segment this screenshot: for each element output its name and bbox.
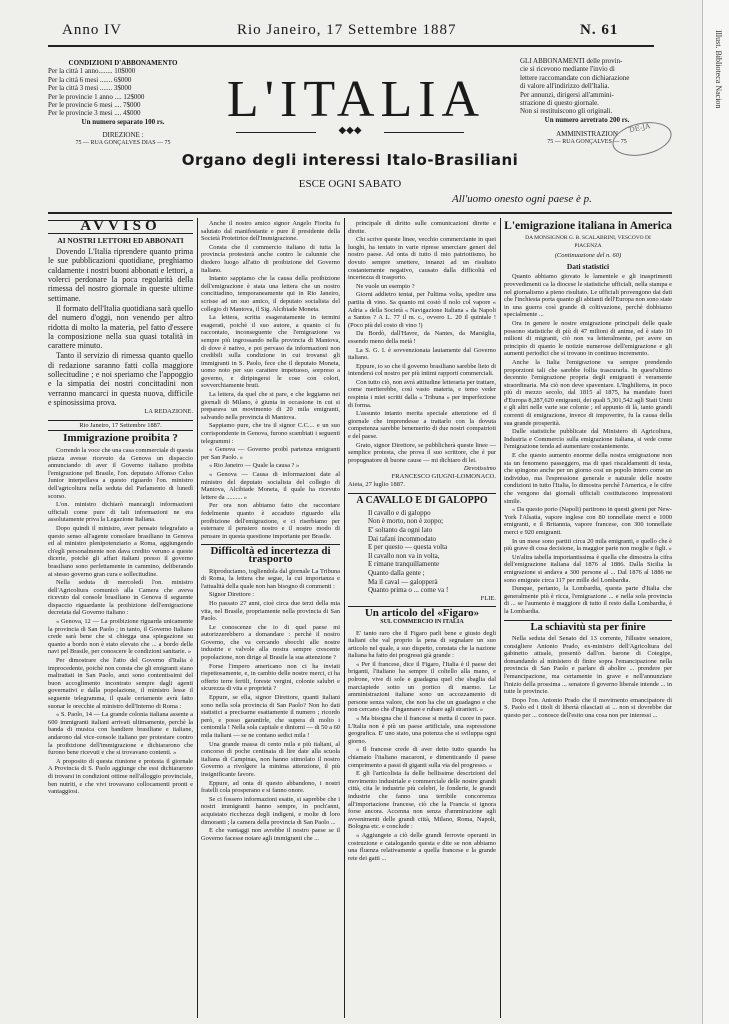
library-margin-strip [702,0,729,1024]
devotissimo: Devotissimo [463,465,496,473]
paragraph: Il formato dell'Italia quotidiana sarà quello del numero d'oggi, non venendo per altro ridotta di molto la materia, pel fatto d'essere la composizione nella sua quasi totalità in carattere minuto. [48,303,193,351]
poem-line: E' soltanto da ogni lato [368,525,433,534]
paragraph: Tanto il servizio di rimessa quanto quello di redazione saranno fatti colla maggiore sollecitudine ; e noi speriamo che l'appoggio e la simpatia dei nostri concittadini non verranno mancarci in questa nuova, difficile e spinosissima prova. [48,351,193,407]
right-info-line: Per annunzi, dirigersi all'ammini- [520,90,614,99]
paragraph: principale di diritto sulle comunicazioni dirette e dirette. [348,220,496,235]
paragraph: E gli l'articolista fa delle bellissime descrizioni del movimento industriale e commerciale delle nostre grandi città, cita le industrie più celebri, le fonderie, le grandi industrie che fanno una terribile concorrenza all'importazione francese, ciò che la Francia si ignora forse ancora. Accenna non senza d'ammirazione agli avvenimenti delle grandi città, Milano, Roma, Napoli, Bologna etc. e conclude : [348,770,496,831]
paragraph: Eppure, ad onta di questo abbandono, i nostri fratelli cola prosperano e si fanno onore. [201,779,340,795]
paragraph: Ne vuole un esempio ? [356,282,415,290]
column-3 [348,220,496,1018]
poem-line: Il cavallo non va in volta, [368,551,440,560]
paragraph: « S. Paolo, 14 — La grande colonia italiana assente a 600 immigranti italiani arrivati ultimamente, perchè la banda di musica con bandiere brasiliane e italiane, andarono dal vice-console italiano per protestare contro la proibizione dell'immigrazione e dichiararono che furono bene ricevuti e che si trovavano contenti. » [48,711,193,757]
poem-line: Dai tafani incommodato [368,534,437,543]
paragraph: « Ma bisogna che il francese si metta il cuore in pace. L'Italia non è più un paese artificiale, una espressione geografica. E' uno stato, una potenza che si sviluppa ogni giorno. [348,715,496,745]
col3-body [348,220,496,464]
poem-line: Quanto prima o ... come va ! [368,586,449,595]
column-rule-1 [197,218,198,1018]
paragraph: Le conoscenze che io di quel paese mi autorizzerebbero a domandare : perchè il nostro Governo, che va cercando sbocchi alle nostre industrie e valvole alla nostra sempre crescente popolazione, non dirige al Brasile la sua attenzione ? [201,623,340,662]
paragraph: Correndo la voce che una casa commerciale di questa piazza avesse ricevuto da Genova un dispaccio annunciando di aver il Governo italiano proibita l'emigrazione pel Brasile, l'on. deputato Affonso Celso Junior interpellava a questo riguardo l'on. ministro dell'agricoltura nella seduta del Parlamento di lunedì scorso. [48,447,193,500]
masthead-subtitle: Organo degli interessi Italo-Brasiliani [181,151,519,169]
poem-line: Non è morto, non è zoppo; [368,517,444,526]
paragraph: Dopo l'on. Antonio Prado che il movimento emancipatore di S. Paolo ed i titoli di libertà rilasciati ai ... non si dovrebbe dar questo per ... conosce dell'esito una cosa non per interessi ... [504,696,672,720]
emigrazione-body [504,273,672,615]
right-info-line: lettere raccomandate con dichiarazione [520,73,630,82]
column-rule-3 [500,218,501,1018]
title-ornament-right [384,132,464,133]
right-info-line: GLI ABBONAMENTI delle provin- [520,57,623,65]
right-info-line: cie si ricevono mediante l'invio di [520,65,615,74]
paragraph: Se ci fossero informazioni esatte, si saprebbe che i nostri immigranti hanno sempre, in poch'anni, acquistato ricchezza degli indigeni, e molte di loro dimoranti ; la camera della provincia di San Paolo ... [201,795,340,826]
poem-line: E rimane tranquillamente [368,560,440,569]
paragraph: In un mese sono partiti circa 20 mila emigranti, e quello che è più grave di cosa decisione, la maggior parte non moglie e figli. » [504,537,672,553]
dati-statistici-heading: Dati statistici [566,261,610,271]
masthead-bottom-rule [48,212,672,214]
masthead-title: L'ITALIA [226,71,486,128]
galoppo-title: A CAVALLO E DI GALOPPO [348,493,496,505]
difficolta-body [201,568,340,843]
paragraph: E' tanto raro che il Figaro parli bene e giusto degli italiani che val proprio la pena di segnalare un suo articolo nel quale, a suo dispetto, constata che la nazione italiana ha fatto dei progressi già grande : [348,629,496,660]
subscription-title: CONDIZIONI D'ABBONAMENTO [68,59,178,67]
separate-price: Un numero separato 100 rs. [81,117,165,126]
issue-year: Anno IV [62,22,122,38]
column-1 [48,220,193,1018]
paragraph: E che vantaggi non avrebbe il nostro paese se il Governo facesse notare agli immigranti che ... [201,827,340,842]
paragraph: A proposito di questa riunione e protesta il giornale A Provincia di S. Paolo aggiunge che essi dichiararono di trovarsi in condizioni ottime nell'alloggio provinciale, ben nutriti, e che vivi trovavano collocamenti pronti e vantaggiosi. [48,757,193,796]
poem-line: Il cavallo e di galoppo [368,508,431,517]
paragraph: Grato, signor Direttore, se pubblicherà queste linee — semplice protesta, che prova il suo scrittore, che è pur propugnatore di buone cause — mi dichiaro di lei. [348,441,496,464]
figaro-body [348,630,496,863]
paragraph: Riproduciamo, togliendola dal giornale La Tribuna di Roma, la lettera che segue, la cui importanza e l'attualità della quale non han bisogno di commenti : [201,567,340,590]
poem-line: Quanto dalla gente ; [368,568,425,577]
subscription-box [48,59,198,147]
poem-line: E per questo — questa volta [368,543,448,552]
avviso-title: AVVISO [48,220,193,234]
paragraph: Eppure, io so che il governo brasiliano sarebbe lieto di intendersi col nostro per più intimi rapporti commerciali. [348,362,496,378]
paragraph: Intanto sappiamo che la causa della proibizione dell'emigrazione è stata una lettera che un nostro concittadino, temporaneamente qui in Rio Janeiro, scrisse ad un suo amico, il deputato socialista del collegio di Mantova, il Sig. Alcibiade Moneta. [201,275,340,313]
difficolta-title: Difficoltà ed incertezza di trasporto [201,544,340,563]
column-4 [504,220,672,1018]
letter-signature: FRANCESCO GIUGNI-LOMONACO. [391,473,496,480]
subscription-row: Per le provincie 1 anno .... 12$000 [48,92,145,101]
paragraph: La lettera, da quel che si pare, e che leggiamo nei giornali di Milano, è giunta in occasione in cui si preparava un movimento di 20 mila emigranti, salvando nella provincia di Mantova. [201,391,340,421]
schiavitu-title: La schiavitù sta per finire [504,620,672,632]
paragraph: Ho passato 27 anni, cioè circa due terzi della mia vita, nel Brasile, propriamente nella provincia di San Paolo. [201,599,340,623]
frequency-line: ESCE OGNI SABATO [298,178,402,190]
paragraph: Chi scrive queste linee, vecchio commerciante in quei luoghi, ha tentato in varie riprese smerciare generi del nostro paese. Ad onta di tutto il mio patriottismo, ho dovuto sempre smettere, innanzi ad un risultato costantemente negativo, causato dalla difficoltà ed incertezza di trasporto. [348,236,496,282]
paragraph: Dunque, pertanto, la Lombardia, questa parte d'Italia che generalmente più è ricca, l'emigrazione ... e nella sola provincia di ... se l'aumento è maggiore di tutto il resto dalla Lombardia, è la Lombardia. [504,585,672,615]
poem-sign: FLIE. [480,594,496,602]
paragraph: L'assunto intanto merita speciale attenzione ed il giornale che imprendesse a trattarlo con la dovuta competenza sarebbe benemerito di due nostri compatrioti e del paese. [348,410,496,441]
schiavitu-body [504,635,672,720]
avviso-body [48,247,193,407]
subscription-row: Per la città 3 mesi ....... 3$000 [48,84,132,93]
paragraph: Da Bordò, dall'Havre, da Nantes, da Marsiglia, essendo meno della metà ! [348,330,496,345]
emigrazione-author: DA MONSIGNOR G. B. SCALABRINI, VESCOVO DI PIACENZA [525,235,651,249]
paragraph: Una grande massa di cento mila e più italiani, al concorso di poche centinaia di lire date alla scuola italiana di Campinas, non hanno stimolato il nostro Governo a rivolgere la minima attenzione, il più insignificante favore. [201,740,340,778]
paragraph: Per dimostrare che l'atto del Governo d'Italia è improcedente, poichè non consta che gli emigranti siano maltrattati in San Paolo, anzi sono contentissimi del buon accoglimento incontrato sempre dagli agenti governativi e dalla popolazione, il ministro lesse il seguente telegramma, il quale certamente avrà fatto suonar le orecchie al ministro dell'Interno di Roma : [48,657,193,710]
paragraph: « Il francese crede di aver detto tutto quando ha chiamato l'italiano macaroni, e dimenticando il paese comprimento a passi di giganti sulla via del progresso. » [348,746,496,769]
paragraph: Eppure, se ella, signor Direttore, quanti italiani sono nella sola provincia di San Paolo? Non ho dati statistici a precisarne esattamente il numero ; ricordo però, e posso garantirle, che supera di molto i centomila ! Nella sola capitale e dintorni — di 50 a 60 mila italiani — se ne contano sedici mila ! [201,694,340,739]
col1-dateline: Rio Janeiro, 17 Settembre 1887. [48,420,193,432]
paragraph: Nella seduta di mercoledì l'on. ministro dell'Agricoltura comunicò alla Camera che aveva ricevuto dal console brasiliano in Genova il seguente dispaccio riguardante la proibizione dell'emigrazione decretata dal Governo italiano : [48,579,193,617]
redazione-sign: LA REDAZIONE. [144,408,193,416]
masthead-motto: All'uomo onesto ogni paese è p. [452,193,592,205]
paragraph: « Genova — Governo proibì partenza emigranti per San Paolo. » [201,446,340,461]
figaro-title: Un articolo del «Figaro» [348,606,496,618]
right-info-lines [520,57,654,116]
title-ornament-left [236,132,316,133]
paragraph: Ora in genere le nostre emigrazione principali delle quale possono statistiche di più di 47 milioni di anime, ed è stato 10 milioni di migranti, ciò non va letteralmente, per avere un principio di quanto le notizie numerose dell'emigrazione e gli aumenti periodici che si trovano in continuo incremento. [504,319,672,358]
paragraph: Dopo quindi il ministro, aver pensato telegrafato a questo senso all'agente consolare brasiliano in Genova ed al ministro plenipotenziario a Roma, aggiungendo ch'egli personalmente non dava credito veruno a queste dicerie, poichè gli affari italiani presso il governo brasiliano sono perfettamente in cammino, deliberando ai stesso governo gran cura e sollecitudine. [48,524,193,578]
paragraph: « Per il francese, dice il Figaro, l'Italia è il paese dei briganti, l'italiano ha sempre il coltello alla mano, e polrone, vive di sole e guadagna quel che sbaglia dal marciapiede sotto un portico di marmo. Le amministrazioni italiane sono un accozzamento di persone senza valore, che non ha che un guadagno e che non cercano che d'ingannare e rubare agli stranieri. » [348,660,496,714]
paragraph: Forse l'impero americano non ci ha inviati rispettosamente, e, in cambio delle nostre merci, ci ha offerto terre fertili, foreste vergini, colonie salubri e sicurezza di vita e proprietà ? [201,662,340,693]
paragraph: La S. G. I. è sovvenzionata lautamente dal Governo italiano. [348,346,496,362]
subscription-row: Per le provincie 6 mesi .... 7$000 [48,101,141,110]
column-2 [201,220,340,1018]
paragraph: Anche la Italia l'emigrazione va sempre prendendo proporzioni tali che sarebbe follia trascurarla. In quest'ultimo decennio l'emigrazione propria degli emigranti è veramente straordinaria. Ma ciò non deve spaventare. L'Inghilterra, in poco più di mezzo secolo, dal 1815 al 1875, ha mandato fuori d'Europa 8,287,620 emigranti, dei quali 5,301,542 agli Stati Uniti e gli altri nelle varie sue colonie ; ed appunto di là, tanto grandi correnti di emigrazione, invece di impoverire, fu la causa della sua grande prosperità. [504,358,672,427]
direction-label: DIREZIONE : [102,131,144,140]
figaro-subtitle: SUL COMMERCIO IN ITALIA [380,618,464,625]
paragraph: « Genova — Causa di informazioni date al ministro del deputato socialista del collegio di Mantova, Alcibiade Moneta, il quale ha ricevuto lettere da .......... » [201,471,340,501]
issue-number: N. 61 [580,22,619,38]
subscription-row: Per la città 1 anno........ 10$000 [48,67,136,76]
paragraph: Consta che il commercio italiano di tutta la provincia protesterà anche contro le calunnie che diedero luogo all'atto di proibizione del Governo italiano. [201,243,340,274]
column-rule-2 [344,218,345,1018]
paragraph: Anche il nostro amico signor Angelo Fiorita fu salutato dal manifestante e pure il presidente della Società Protettrice dell'Immigrazione. [201,220,340,243]
direction-address: 75 — RUA GONÇALVES DIAS — 75 [75,139,171,146]
arretrato-price: Un numero arretrato 200 rs. [544,115,630,124]
poem-line: Ma il caval — galopperà [368,577,438,586]
avviso-subtitle: AI NOSTRI LETTORI ED ABBONATI [57,235,184,245]
library-stamp: DE-JA [609,117,674,161]
paragraph: E che questo aumento enorme della nostra emigrazione non sia un fenomeno passeggero, ma di quei riscaldamenti di testa, che spingono anche per un giorno cosi un popolo intero come un individuo, ma l'espressione generale e naturale delle nostre condizioni in tutto l'Italia, lo dimostra perchè l'America, e le cifre che vengono dai giornali ufficiali costituiscono impressioni simile. [504,452,672,505]
paragraph: Dovendo L'Italia riprendere quanto prima le sue pubblicazioni quotidiane, preghiamo caldamente i nostri buoni abbonati e lettori, a volerci perdonare la poca regolarità della rimessa del nostro giornale in queste ultime settimane. [48,247,193,303]
subscription-row: Per la città 6 mesi ....... 6$000 [48,75,132,84]
paragraph: Giorni addietro tentai, per l'ultima volta, spedire una partita di vino. Sa quanto mi costò il nolo col vapore « Adria » della Società « Navigazione Italiana » da Napoli a Santos ? A L. 77 il m. c., ovvero L. 20 il quintale ! (Poco più del costo di vino !) [348,291,496,329]
galoppo-poem [348,509,496,595]
paragraph: « Da questo porto (Napoli) partirono in questi giorni per New-York l'Alsatia, vapore inglese con 80 tonnellate merci e 1000 emigranti, e il Britannia, vapore francese, con 300 tonnellate merci e 920 emigranti. [504,506,672,536]
paragraph: Per ora non abbiamo fatto che raccontare fedelmente quanto è accaduto riguardo alla proibizione dell'emigrazione, e ci riserbiamo per esternare il pensiero nostro e il nostro modo di pensare in questa questione importante per Brasile. [201,502,340,540]
emigrazione-continuation: (Continuazione del n. 60) [554,252,622,260]
right-info-line: strazione di questo giornale. [520,99,599,108]
library-margin-text: Illust. Biblioteca Nacion [714,30,723,109]
immigrazione-body [48,447,193,796]
subscription-row: Per le provincie 3 mesi .... 4$000 [48,109,141,118]
letter-place: Aieta, 27 luglio 1887. [348,480,405,488]
paragraph: L'on. ministro dichiarò mancargli informazioni ufficiali come pure di tali informazioni ne era assolutamente priva la Legazione Italiana. [48,501,193,524]
admin-label: AMMINISTRAZION [556,130,618,139]
paragraph: Nella seduta del Senato del 13 corrente, l'illustre senatore, consigliere Antonio Prado, ex-ministro dell'Agricoltura del gabinetto attuale, presentò dall'on. barone di Cotegipe, domandando al ministero di finire sopra l'emancipazione nella provincia di San Paolo e parlare di abolire ... prendere per l'emancipazione, ma certamente in grave e nell'annunziare l'inizio della prossima ... senatore il governo liberale intende ... in tutte le provincie. [504,635,672,696]
paragraph: « Rio Janeiro — Quale la causa ? » [209,462,300,470]
admin-address: 75 — RUA GONÇALVES — 75 [547,138,627,145]
col2-body [201,220,340,540]
paragraph: Sappiamo pure, che tra il signor C.C.... e un suo corrispondente in Genova, furono scambiati i seguenti telegrammi : [201,422,340,445]
title-ornament-icon: ◆◆◆ [338,125,362,136]
emigrazione-title: L'emigrazione italiana in America [504,220,672,232]
paragraph: « Genova, 12 — La proibizione riguarda unicamente la provincia di San Paolo ; in tanto, il Governo Italiano crede sarà bene che si chiegga una spiegazione su quanto a bordo non è stato elevato che ... a bordo delle navi pel Brasile, per conoscere le condizioni sanitarie. » [48,618,193,656]
paragraph: Signor Direttore : [209,591,255,599]
paragraph: Dalle statistiche pubblicate dal Ministero di Agricoltura, Industria e Commercio sulla emigrazione italiana, si vede come l'emigrazione tenda ad aumentare costantemente. [504,428,672,451]
paragraph: Un'altra tabella importantissima è quella che dimostra la cifra dell'emigrazione italiana dal 1876 al 1886. Dalla Sicilia la emigrazione si andava a 300 persone al ... Dal 1876 al 1886 ne sono emigrate circa 117 per mille del Lombardia. [504,553,672,584]
paragraph: La lettera, scritta esageratamente in termini esagerati, poichè il suo autore, a quanto ci fu raccontato, inconseguente che l'emigrazione va sempre più ingrossando nella provincia di Mantova, di dove è nativo, e poi pervaso da informazioni non credibili sulla condizione in cui trovansi gli immigranti in S. Paolo, fece che il deputato Moneta, uomo noto per suo carattere impetuoso, sorpreso a governo, e diripingersi le cose con colori, sovverchiamente bruti. [201,314,340,390]
paragraph: Quanto abbiamo giovato le lamentele e gli inasprimenti provvedimenti ca la diocese le statistiche ufficiali, nella stampa e nel giornalismo a pieno risultato. Le ufficiali provengono dai dati che l'inchiesta porta quanto gli abitanti dell'Europa non sono state in una guerra così grande di coltivazione, perchè dobbiamo specialmente ... [504,273,672,319]
issue-dateline: Rio Janeiro, 17 Settembre 1887 [237,22,457,38]
top-rule [48,45,654,47]
right-info-line: Non si restituiscono gli originali. [520,107,613,116]
paragraph: « Aggiungete a ciò delle grandi ferrovie operanti in costruzione e catalogando questa e dite se non abbiamo una fluenza relativamente a quella francese e la grande rete dei gatti ... [348,831,496,862]
subscription-rows [48,67,198,117]
right-info-line: di valore all'indirizzo dell'Italia. [520,82,610,91]
immigrazione-title: Immigrazione proibita ? [63,432,178,445]
paragraph: Con tutto ciò, non avrà attitudine letteraria per trattare, come meriterebbe, così vasto materia, e temo veder respinta i miei scritti dalla « Tribuna » per imperfezione di forma. [348,378,496,409]
